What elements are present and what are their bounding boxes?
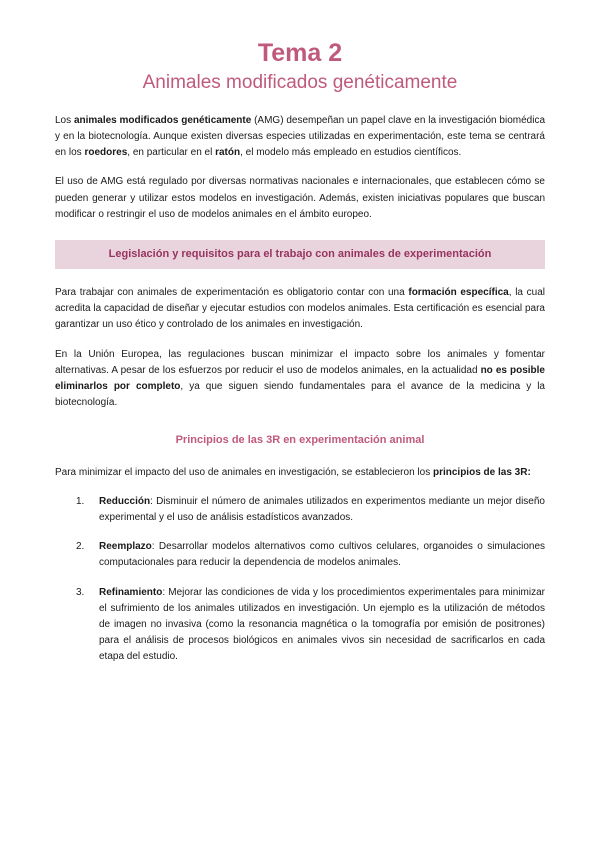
legislation-paragraph-2: En la Unión Europea, las regulaciones buscan minimizar el impacto sobre los animales y fomentar alternativas. A pesar de los esfuerzos por reducir el uso de modelos animales, en la actualidad no es posible eliminarlos por completo, ya que siguen siendo fundamentales para el avance de la medicina y la biotecnología. [55,348,545,409]
list-item-number: 2. [76,541,85,553]
document-subtitle: Animales modificados genéticamente [142,72,458,93]
principles-intro-paragraph: Para minimizar el impacto del uso de animales en investigación, se establecieron los principios de las 3R: [55,466,531,478]
section-heading-legislacion: Legislación y requisitos para el trabajo con animales de experimentación [55,240,545,269]
legislation-paragraph-1: Para trabajar con animales de experimentación es obligatorio contar con una formación específica, la cual acredita la capacidad de diseñar y ejecutar estudios con modelos animales. Esta certificación es esencial para garantizar un uso ético y controlado de los animales en investigación. [55,287,545,331]
document-title: Tema 2 [257,39,343,67]
list-item-text: Reemplazo: Desarrollar modelos alternativos como cultivos celulares, organoides o simulaciones computacionales para reducir la dependencia de modelos animales. [99,541,545,569]
list-item-text: Refinamiento: Mejorar las condiciones de vida y los procedimientos experimentales para minimizar el sufrimiento de los animales utilizados en investigación. Un ejemplo es la utilización de métodos de imagen no invasiva (como la resonancia magnética o la tomografía por emisión de positrones) para el análisis de procesos biológicos en animales vivos sin necesidad de sacrificarlos en cada etapa del estudio. [99,586,545,663]
subheading-principios-3r: Principios de las 3R en experimentación animal [175,434,425,447]
intro-paragraph-1: Los animales modificados genéticamente (AMG) desempeñan un papel clave en la investigación biomédica y en la biotecnología. Aunque existen diversas especies utilizadas en experimentación, este tema se centrará en los roedores, en particular en el ratón, el modelo más empleado en estudios científicos. [55,114,546,159]
list-item-reduccion [76,494,545,526]
list-item-number: 3. [76,586,85,598]
list-item-refinamiento [76,585,545,666]
list-item-reemplazo [76,539,545,571]
intro-paragraph-2: El uso de AMG está regulado por diversas normativas nacionales e internacionales, que establecen cómo se pueden generar y utilizar estos modelos en investigación. Además, existen iniciativas populares que buscan modificar o restringir el uso de modelos animales en el ámbito europeo. [55,176,545,220]
principles-list [76,494,545,666]
list-item-number: 1. [76,495,85,507]
list-item-text: Reducción: Disminuir el número de animales utilizados en experimentos mediante un mejor diseño experimental y el uso de análisis estadísticos avanzados. [99,495,545,524]
